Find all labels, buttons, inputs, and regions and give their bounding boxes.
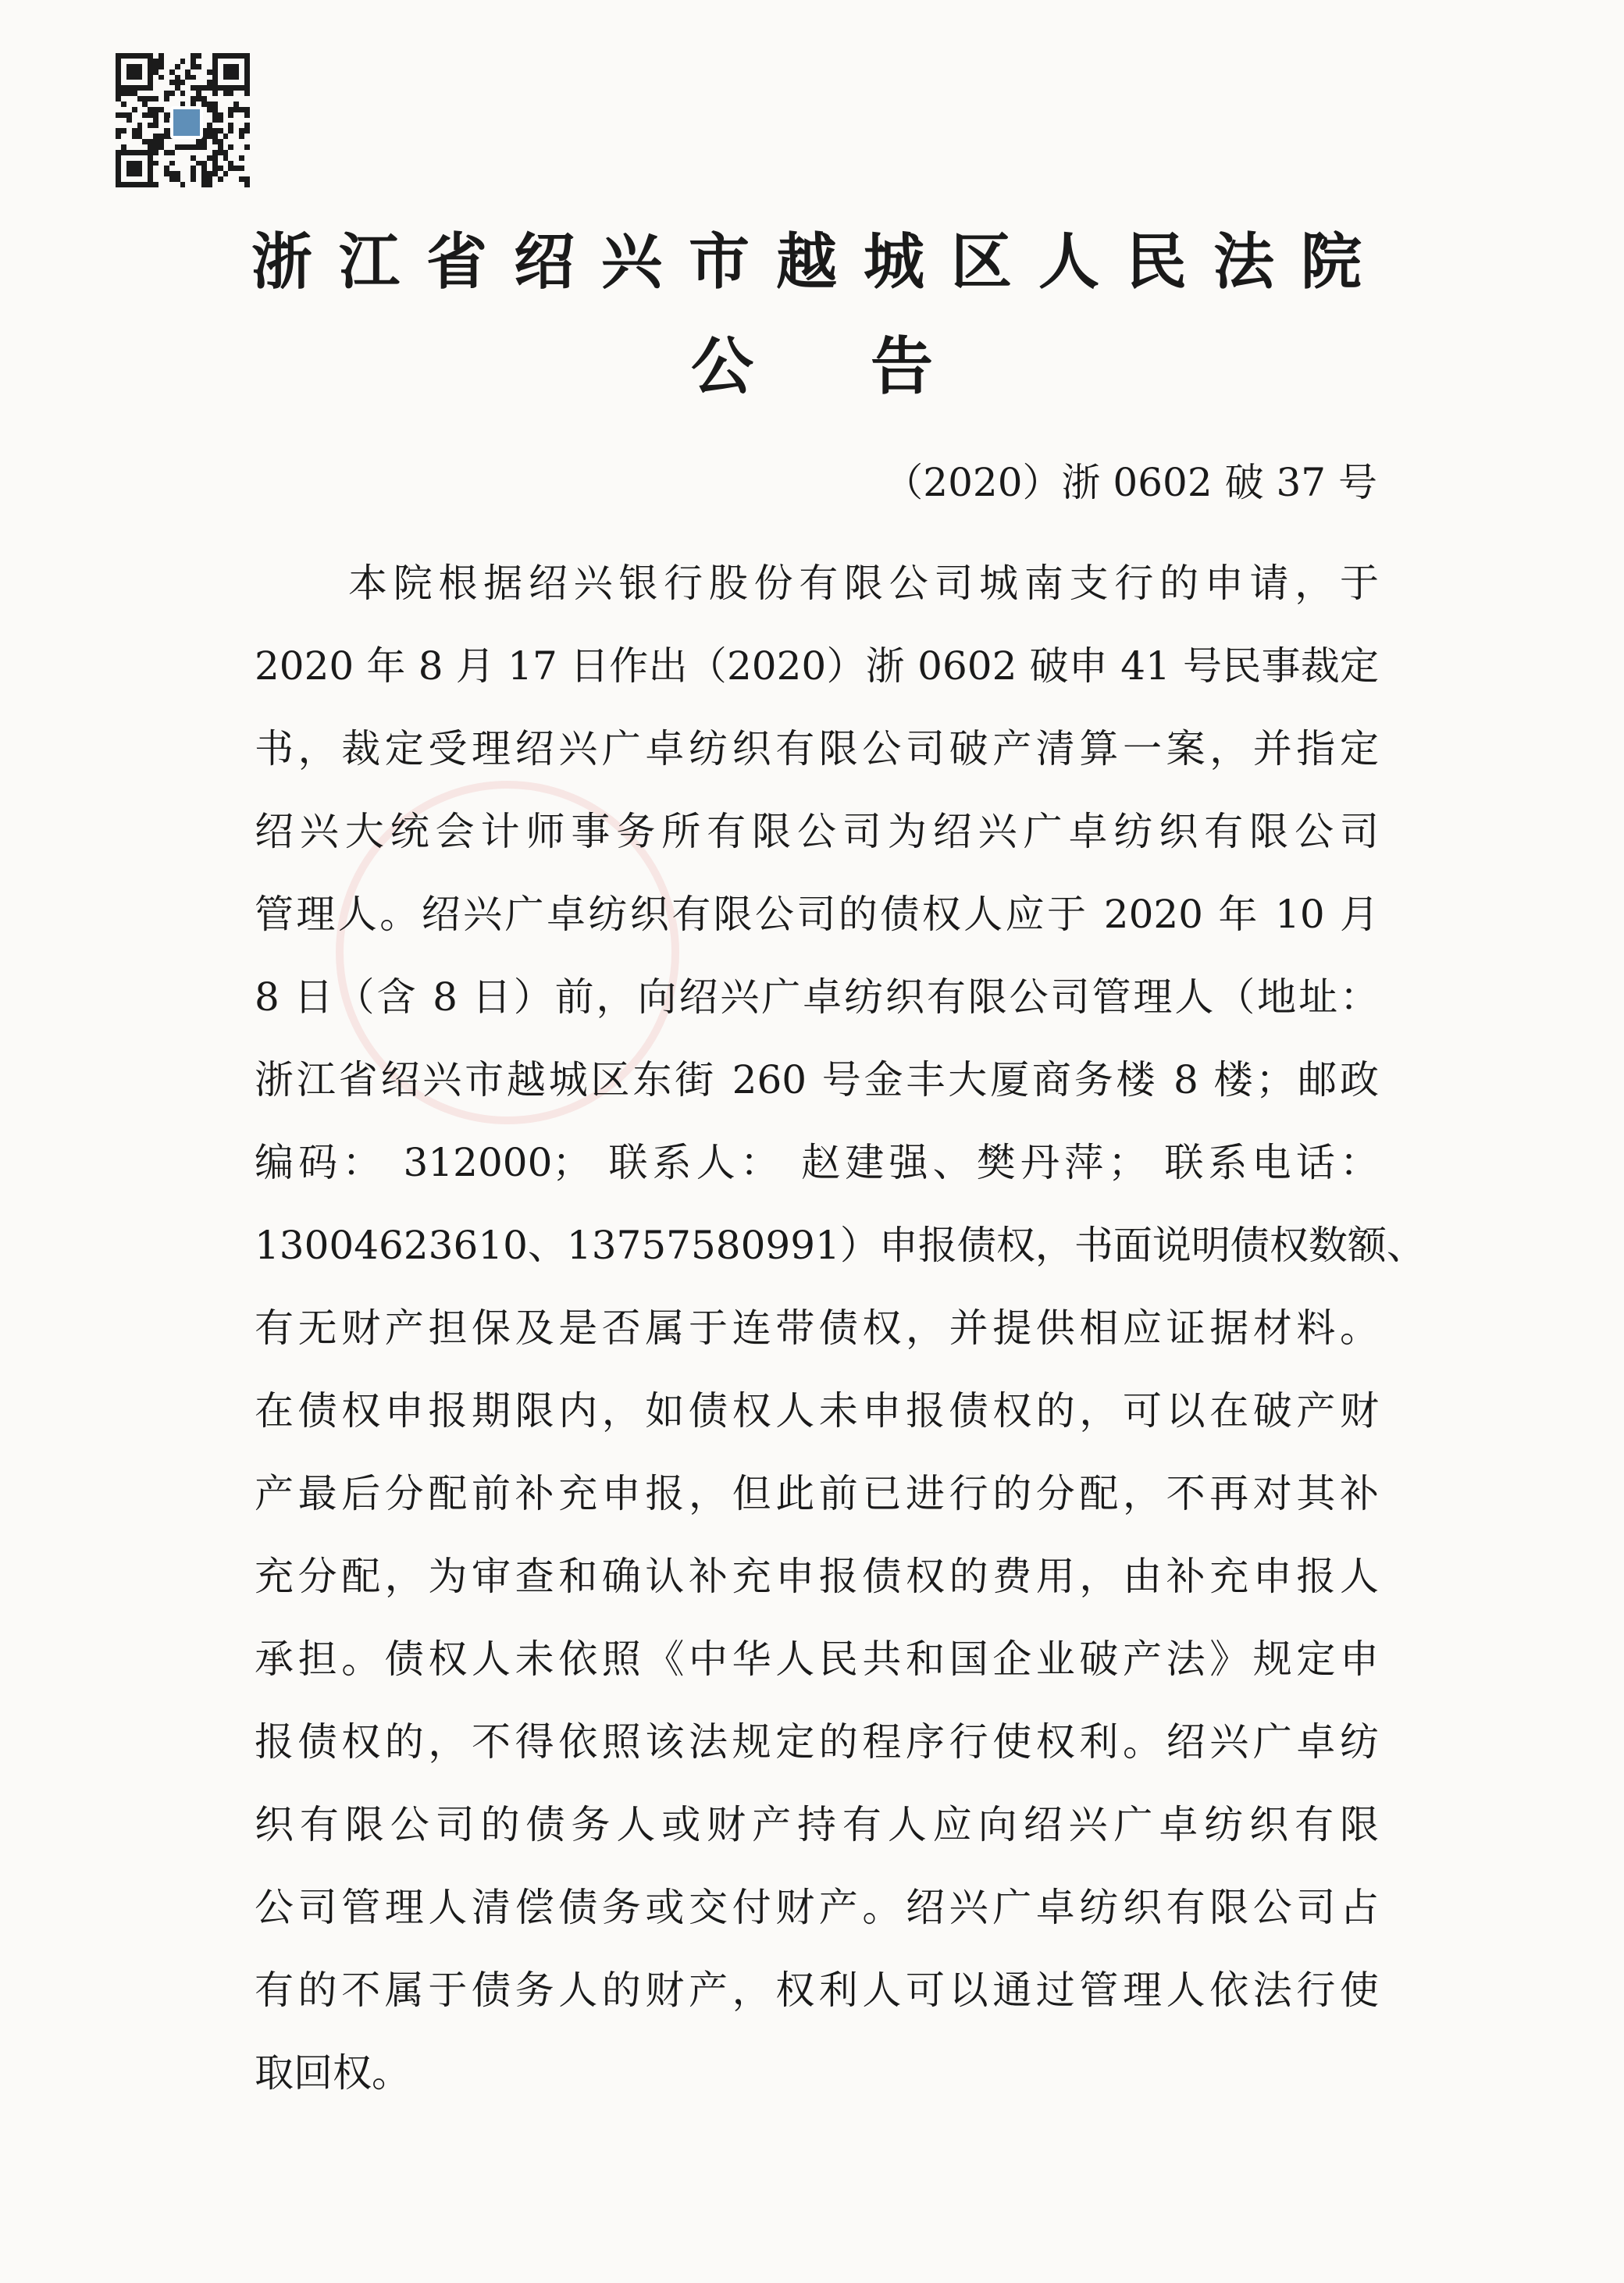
body-line: 浙江省绍兴市越城区东街 260 号金丰大厦商务楼 8 楼；邮政 [255, 1057, 1379, 1102]
body-line: 在债权申报期限内，如债权人未申报债权的，可以在破产财 [255, 1388, 1379, 1434]
body-line: 13004623610、13757580991）申报债权，书面说明债权数额、 [255, 1223, 1426, 1268]
body-line: 产最后分配前补充申报，但此前已进行的分配，不再对其补 [255, 1471, 1379, 1516]
body-line: 书，裁定受理绍兴广卓纺织有限公司破产清算一案，并指定 [255, 726, 1379, 771]
case-number: （2020）浙 0602 破 37 号 [884, 460, 1377, 505]
body-line: 织有限公司的债务人或财产持有人应向绍兴广卓纺织有限 [255, 1802, 1379, 1847]
body-line: 承担。债权人未依照《中华人民共和国企业破产法》规定申 [255, 1637, 1379, 1682]
body-line: 本院根据绍兴银行股份有限公司城南支行的申请，于 [348, 561, 1379, 606]
notice-body [255, 542, 1426, 2114]
body-line: 2020 年 8 月 17 日作出（2020）浙 0602 破申 41 号民事裁定 [255, 643, 1379, 689]
notice-title: 公告 [691, 330, 1050, 403]
body-line: 取回权。 [255, 2050, 411, 2096]
body-line: 绍兴大统会计师事务所有限公司为绍兴广卓纺织有限公司 [255, 809, 1379, 854]
court-name-heading: 浙江省绍兴市越城区人民法院 [251, 227, 1388, 297]
qr-code [116, 53, 250, 187]
body-line: 有的不属于债务人的财产，权利人可以通过管理人依法行使 [255, 1968, 1379, 2013]
body-line: 充分配，为审查和确认补充申报债权的费用，由补充申报人 [255, 1554, 1379, 1599]
body-line: 管理人。绍兴广卓纺织有限公司的债权人应于 2020 年 10 月 [255, 892, 1379, 937]
body-line: 报债权的，不得依照该法规定的程序行使权利。绍兴广卓纺 [255, 1719, 1379, 1765]
body-line: 公司管理人清偿债务或交付财产。绍兴广卓纺织有限公司占 [255, 1885, 1379, 1930]
body-line: 8 日（含 8 日）前，向绍兴广卓纺织有限公司管理人（地址： [255, 974, 1379, 1020]
body-line: 有无财产担保及是否属于连带债权，并提供相应证据材料。 [255, 1305, 1379, 1351]
qr-logo-icon [170, 106, 203, 139]
body-line: 编码： 312000； 联系人： 赵建强、樊丹萍； 联系电话： [255, 1140, 1379, 1185]
